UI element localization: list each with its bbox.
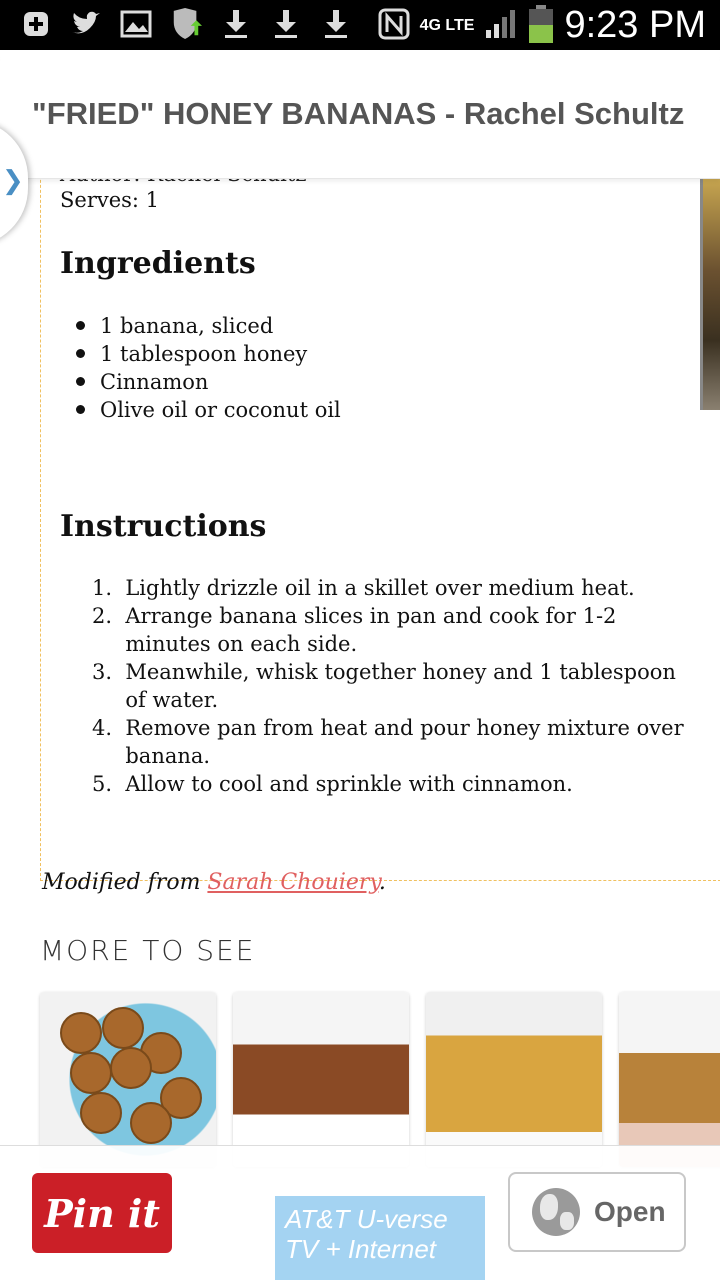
- ingredient-item: Olive oil or coconut oil: [60, 396, 341, 424]
- globe-icon: [532, 1188, 580, 1236]
- status-bar: [0, 0, 720, 50]
- open-button-label: Open: [594, 1196, 666, 1227]
- ingredient-item: Cinnamon: [60, 368, 341, 396]
- battery-icon: [528, 5, 554, 47]
- related-pin-thumbnail[interactable]: [233, 992, 409, 1167]
- source-link[interactable]: Sarah Chouiery: [207, 870, 379, 895]
- related-pins: [40, 992, 720, 1167]
- instruction-item: 1. Lightly drizzle oil in a skillet over medium heat.: [91, 576, 635, 600]
- open-button[interactable]: [508, 1172, 686, 1252]
- download-icon: [270, 6, 302, 42]
- ingredient-item: 1 tablespoon honey: [60, 340, 341, 368]
- network-type: 4G LTE: [419, 16, 475, 34]
- instructions-heading: Instructions: [60, 509, 267, 544]
- pin-detail-sheet: [0, 50, 720, 1280]
- pin-it-button[interactable]: Pin it: [32, 1173, 172, 1253]
- signal-icon: [484, 8, 518, 44]
- source-credit: Modified from Sarah Chouiery.: [42, 870, 386, 895]
- recipe-serves: Serves: 1: [60, 188, 160, 212]
- add-icon: [20, 6, 52, 42]
- instruction-item: 5. Allow to cool and sprinkle with cinnamon.: [91, 772, 573, 796]
- ad-banner[interactable]: AT&T U-verse TV + Internet: [275, 1196, 485, 1280]
- download-icon: [220, 6, 252, 42]
- title-bar: [0, 50, 720, 179]
- instruction-item: 3. Meanwhile, whisk together honey and 1 tablespoon of water.: [91, 660, 676, 712]
- related-pin-thumbnail[interactable]: [426, 992, 602, 1167]
- ingredient-item: 1 banana, sliced: [60, 312, 341, 340]
- ingredients-list: [60, 312, 341, 424]
- related-pin-thumbnail[interactable]: [619, 992, 720, 1167]
- ingredients-heading: Ingredients: [60, 246, 256, 281]
- instructions-list: [60, 574, 700, 798]
- chevron-right-icon: ❯: [2, 166, 24, 196]
- instruction-item: 4. Remove pan from heat and pour honey mixture over banana.: [91, 716, 684, 768]
- related-pin-thumbnail[interactable]: [40, 992, 216, 1167]
- shield-update-icon: [170, 6, 202, 42]
- instruction-item: 2. Arrange banana slices in pan and cook for 1-2 minutes on each side.: [91, 604, 617, 656]
- download-icon: [320, 6, 352, 42]
- image-icon: [120, 6, 152, 42]
- nfc-icon: [378, 8, 410, 44]
- page-title: "FRIED" HONEY BANANAS - Rachel Schultz: [32, 96, 685, 131]
- clock: 9:23 PM: [564, 4, 706, 46]
- more-to-see-heading: MORE TO SEE: [40, 934, 256, 967]
- bottom-action-bar: [0, 1145, 720, 1280]
- twitter-icon: [70, 6, 102, 42]
